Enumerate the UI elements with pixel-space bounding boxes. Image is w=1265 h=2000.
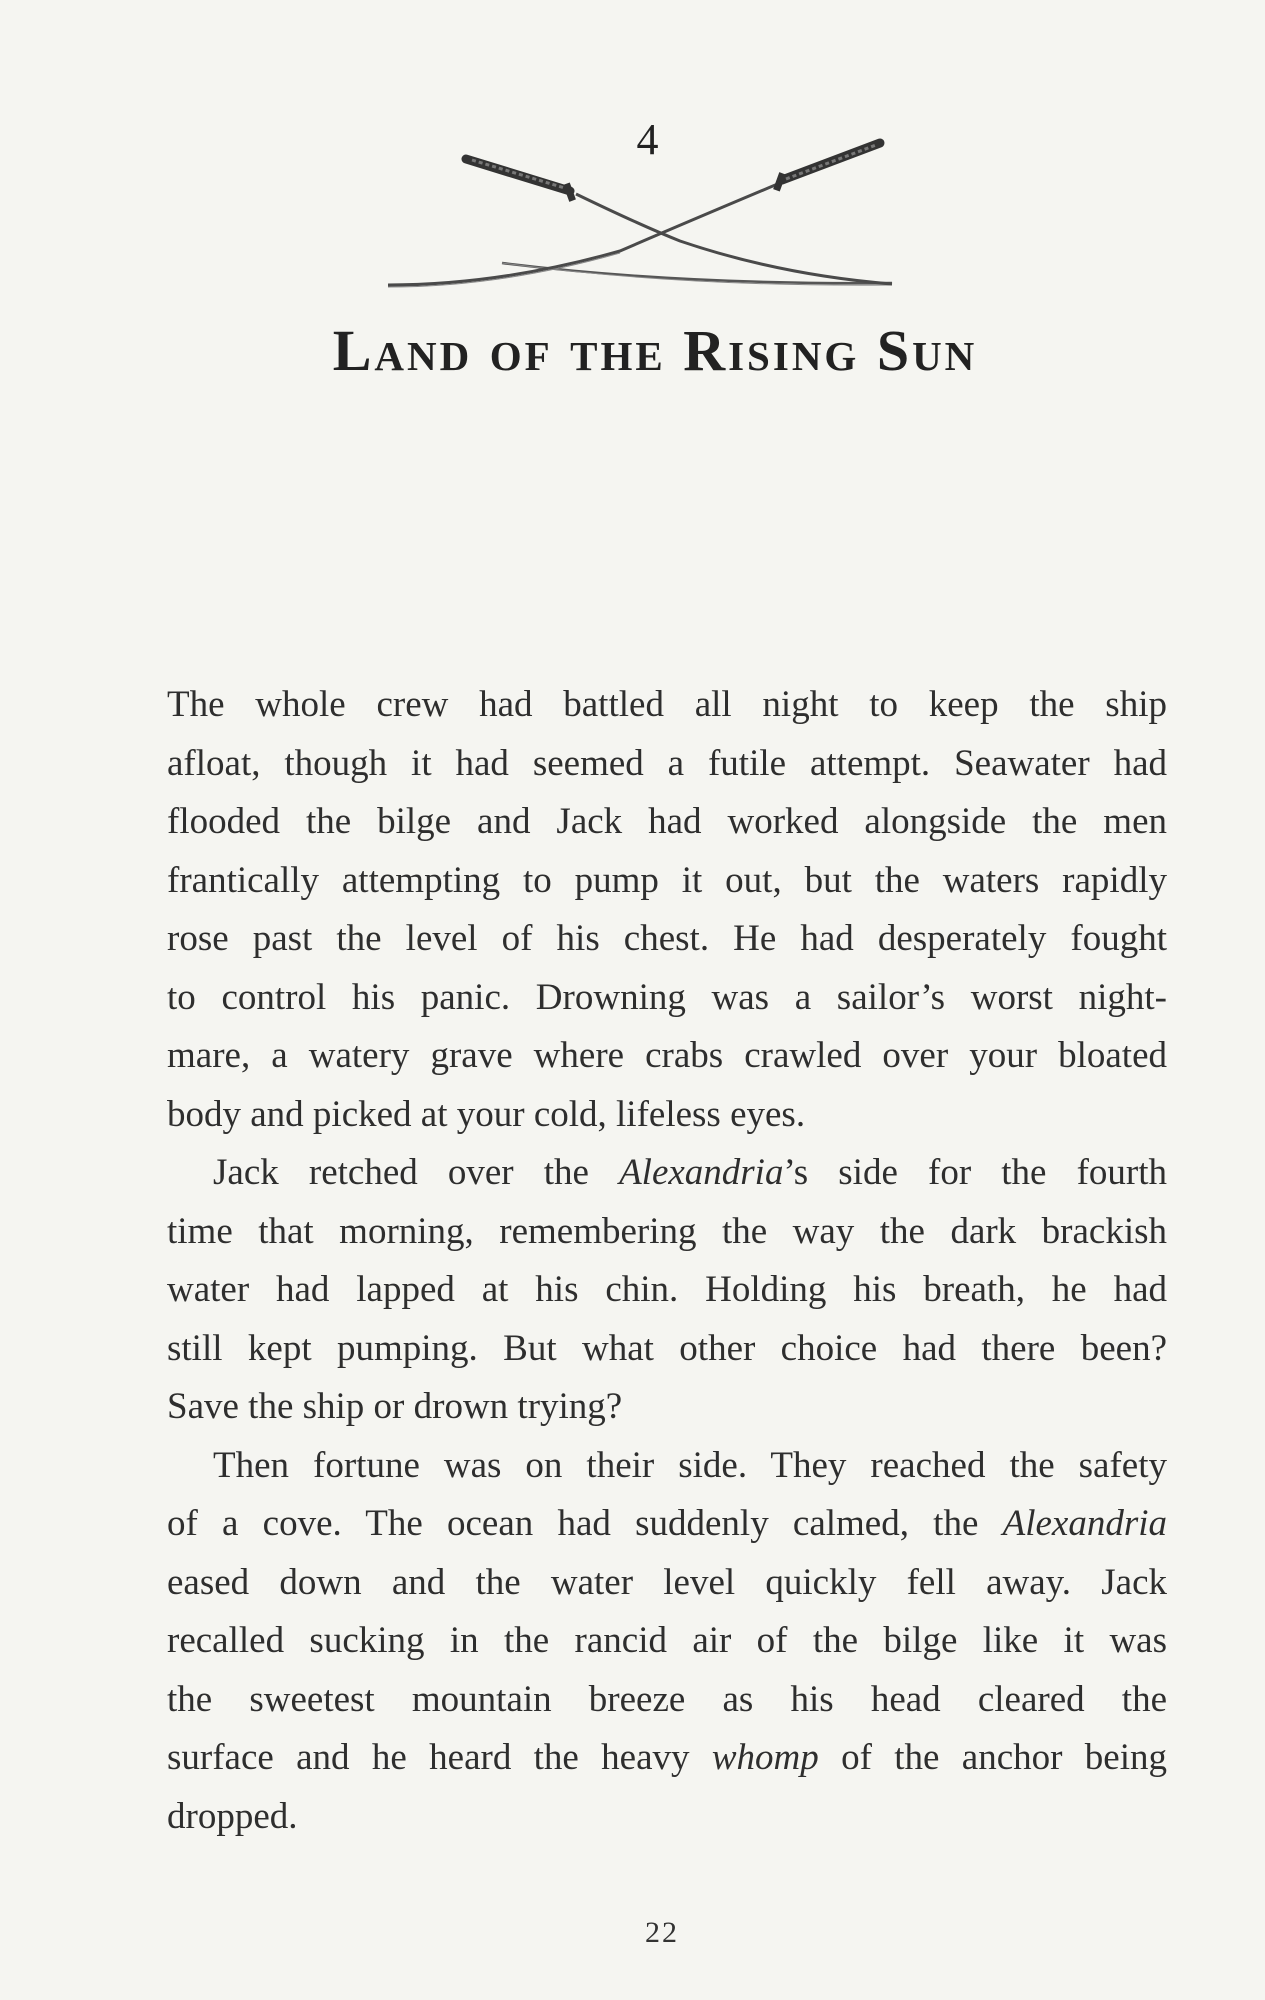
text-line [167, 1612, 1167, 1671]
text-line [167, 676, 1167, 735]
text-segment: ’s side for the fourth [783, 1152, 1168, 1193]
text-segment: rose past the level of his chest. He had desperately fought [167, 918, 1167, 959]
text-segment: dropped. [167, 1795, 298, 1837]
text-segment: The whole crew had battled all night to keep the ship [167, 684, 1167, 725]
text-line [167, 1320, 1167, 1379]
text-line [167, 1144, 1167, 1203]
text-segment: body and picked at your cold, lifeless eyes. [167, 1093, 806, 1135]
text-line [167, 735, 1167, 794]
text-line [167, 793, 1167, 852]
text-segment: Jack retched over the [213, 1152, 620, 1193]
text-segment: surface and he heard the heavy [167, 1737, 712, 1778]
text-line [167, 1437, 1167, 1496]
text-line [167, 1554, 1167, 1613]
left-katana-icon [466, 159, 892, 285]
text-segment: afloat, though it had seemed a futile attempt. Seawater had [167, 742, 1167, 784]
paragraph [167, 1144, 1167, 1437]
text-segment: still kept pumping. But what other choice had there been? [167, 1327, 1167, 1369]
text-line [167, 1788, 1167, 1847]
italic-text: whomp [711, 1737, 819, 1778]
text-line [167, 1261, 1167, 1320]
text-segment: of the anchor being [818, 1737, 1167, 1778]
body-text [167, 676, 1167, 1846]
text-segment: mare, a watery grave where crabs crawled over your bloated [167, 1035, 1167, 1076]
text-segment: to control his panic. Drowning was a sailor’s worst night- [167, 976, 1167, 1018]
text-line [167, 1729, 1167, 1788]
text-segment: eased down and the water level quickly fell away. Jack [167, 1561, 1167, 1603]
text-line [167, 910, 1167, 969]
chapter-title: Land of the Rising Sun [332, 318, 978, 383]
text-segment: Then fortune was on their side. They reached the safety [213, 1444, 1167, 1486]
page-number: 22 [645, 1916, 679, 1949]
text-line [167, 1378, 1167, 1437]
paragraph [167, 676, 1167, 1144]
text-line [167, 852, 1167, 911]
text-segment: time that morning, remembering the way the dark brackish [167, 1210, 1167, 1252]
italic-text: Alexandria [619, 1152, 784, 1193]
text-line [167, 1203, 1167, 1262]
text-segment: water had lapped at his chin. Holding his breath, he had [167, 1269, 1167, 1310]
text-segment: Save the ship or drown trying? [167, 1386, 623, 1427]
crossed-katana-swords-icon [380, 135, 920, 295]
text-line [167, 1495, 1167, 1554]
chapter-number: 4 [636, 115, 659, 164]
paragraph [167, 1437, 1167, 1847]
text-segment: recalled sucking in the rancid air of the bilge like it was [167, 1620, 1167, 1661]
italic-text: Alexandria [1002, 1503, 1167, 1544]
right-katana-icon [388, 143, 880, 287]
text-line [167, 1671, 1167, 1730]
text-line [167, 1086, 1167, 1145]
text-segment: the sweetest mountain breeze as his head cleared the [167, 1678, 1167, 1720]
text-line [167, 1027, 1167, 1086]
text-segment: frantically attempting to pump it out, but the waters rapidly [167, 859, 1167, 901]
text-segment: of a cove. The ocean had suddenly calmed, the [167, 1503, 1003, 1544]
text-line [167, 969, 1167, 1028]
text-segment: flooded the bilge and Jack had worked alongside the men [167, 801, 1167, 842]
